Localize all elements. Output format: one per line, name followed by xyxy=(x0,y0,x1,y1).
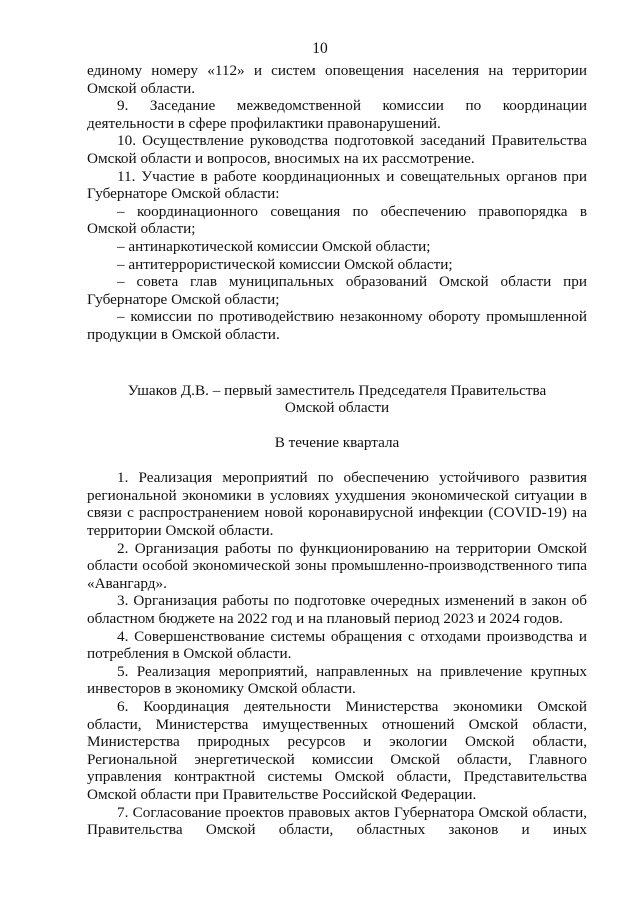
paragraph-item-11: 11. Участие в работе координационных и совещательных органов при Губернаторе Омской области: xyxy=(87,167,587,203)
heading-spacer xyxy=(87,417,587,434)
list-item-illegal-trade-commission: – комиссии по противодействию незаконному обороту промышленной продукции в Омской области. xyxy=(87,308,587,343)
section-item-6: 6. Координация деятельности Министерства экономики Омской области, Министерства имущественных отношений Омской области, Министерства природных ресурсов и экологии Омской области, Региональной энергетической комиссии Омской области, Главного управления контрактной системы Омской области, Представительства Омской области при Правительстве Российской Федерации. xyxy=(87,698,587,803)
list-item-antiterror-commission: – антитеррористической комиссии Омской области; xyxy=(117,255,453,273)
page-content xyxy=(87,62,587,839)
section-item-2: 2. Организация работы по функционированию на территории Омской области особой экономической зоны промышленно-производственного типа «Авангард». xyxy=(87,539,587,592)
section-heading-line2: Омской области xyxy=(284,399,390,417)
page-number: 10 xyxy=(312,40,328,57)
paragraph-continuation: единому номеру «112» и систем оповещения населения на территории Омской области. xyxy=(87,62,587,97)
list-item-municipal-council: – совета глав муниципальных образований Омской области при Губернаторе Омской области; xyxy=(87,273,587,308)
section-spacer xyxy=(87,344,587,382)
paragraph-item-9: 9. Заседание межведомственной комиссии по координации деятельности в сфере профилактики правонарушений. xyxy=(87,97,587,132)
list-item-coordination-meeting: – координационного совещания по обеспечению правопорядка в Омской области; xyxy=(87,202,587,238)
section-item-7: 7. Согласование проектов правовых актов Губернатора Омской области, Правительства Омской области, областных законов и иных xyxy=(87,803,587,839)
section-item-4: 4. Совершенствование системы обращения с отходами производства и потребления в Омской области. xyxy=(87,627,587,663)
paragraph-item-10: 10. Осуществление руководства подготовкой заседаний Правительства Омской области и вопросов, вносимых на их рассмотрение. xyxy=(87,132,587,167)
section-heading: Ушаков Д.В. – первый заместитель Председателя Правительства xyxy=(127,381,547,399)
section-item-3: 3. Организация работы по подготовке очередных изменений в закон об областном бюджете на 2022 год и на плановый период 2023 и 2024 годов. xyxy=(87,592,587,628)
list-item-antidrug-commission: – антинаркотической комиссии Омской области; xyxy=(117,237,431,255)
section-period: В течение квартала xyxy=(274,433,400,451)
section-item-1: 1. Реализация мероприятий по обеспечению устойчивого развития региональной экономики в условиях ухудшения экономической ситуации в связи с распространением новой коронавирусной инфекции (COVID-19) на территории Омской области. xyxy=(87,469,587,540)
section-item-5: 5. Реализация мероприятий, направленных на привлечение крупных инвесторов в экономику Омской области. xyxy=(87,662,587,698)
period-spacer xyxy=(87,451,587,469)
